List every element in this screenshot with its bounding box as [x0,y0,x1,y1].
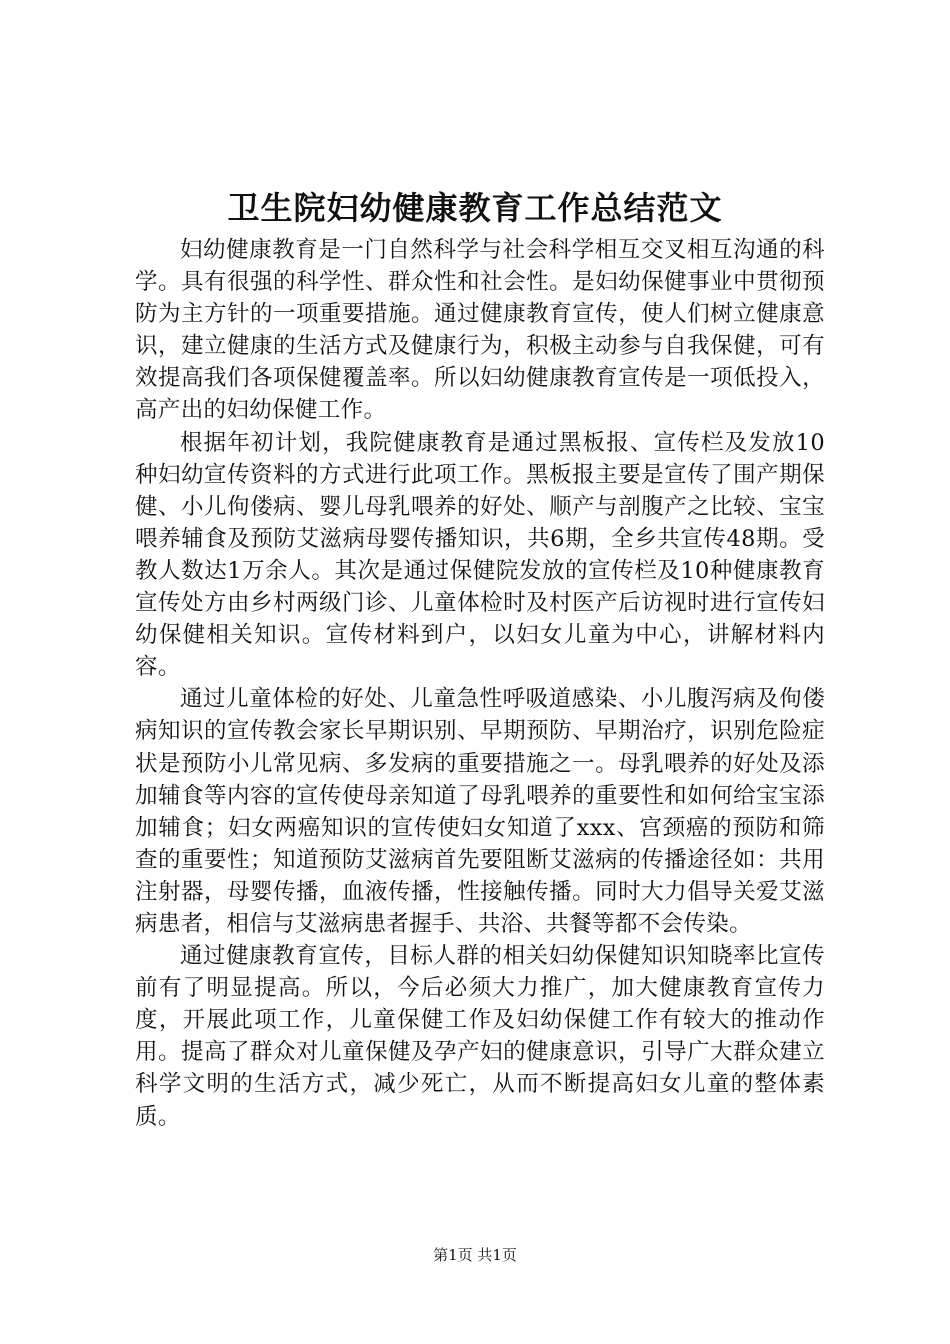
page-number-footer: 第1页 共1页 [433,1246,517,1264]
paragraph-2: 根据年初计划，我院健康教育是通过黑板报、宣传栏及发放10种妇幼宣传资料的方式进行此项工作。黑板报主要是宣传了围产期保健、小儿佝偻病、婴儿母乳喂养的好处、顺产与剖腹产之比较、宝宝喂养辅食及预防艾滋病母婴传播知识，共6期，全乡共宣传48期。受教人数达1万余人。其次是通过保健院发放的宣传栏及10种健康教育宣传处方由乡村两级门诊、儿童体检时及村医产后访视时进行宣传妇幼保健相关知识。宣传材料到户，以妇女儿童为中心，讲解材料内容。 [135,429,825,681]
document-body [135,234,825,1133]
paragraph-4: 通过健康教育宣传，目标人群的相关妇幼保健知识知晓率比宣传前有了明显提高。所以，今后必须大力推广，加大健康教育宣传力度，开展此项工作，儿童保健工作及妇幼保健工作有较大的推动作用。提高了群众对儿童保健及孕产妇的健康意识，引导广大群众建立科学文明的生活方式，减少死亡，从而不断提高妇女儿童的整体素质。 [135,943,825,1130]
paragraph-3: 通过儿童体检的好处、儿童急性呼吸道感染、小儿腹泻病及佝偻病知识的宣传教会家长早期识别、早期预防、早期治疗，识别危险症状是预防小儿常见病、多发病的重要措施之一。母乳喂养的好处及添加辅食等内容的宣传使母亲知道了母乳喂养的重要性和如何给宝宝添加辅食；妇女两癌知识的宣传使妇女知道了xxx、宫颈癌的预防和筛查的重要性；知道预防艾滋病首先要阻断艾滋病的传播途径如：共用注射器，母婴传播，血液传播，性接触传播。同时大力倡导关爱艾滋病患者，相信与艾滋病患者握手、共浴、共餐等都不会传染。 [135,686,825,937]
paragraph-1: 妇幼健康教育是一门自然科学与社会科学相互交叉相互沟通的科学。具有很强的科学性、群众性和社会性。是妇幼保健事业中贯彻预防为主方针的一项重要措施。通过健康教育宣传，使人们树立健康意识，建立健康的生活方式及健康行为，积极主动参与自我保健，可有效提高我们各项保健覆盖率。所以妇幼健康教育宣传是一项低投入，高产出的妇幼保健工作。 [135,237,825,424]
document-title: 卫生院妇幼健康教育工作总结范文 [227,189,723,227]
